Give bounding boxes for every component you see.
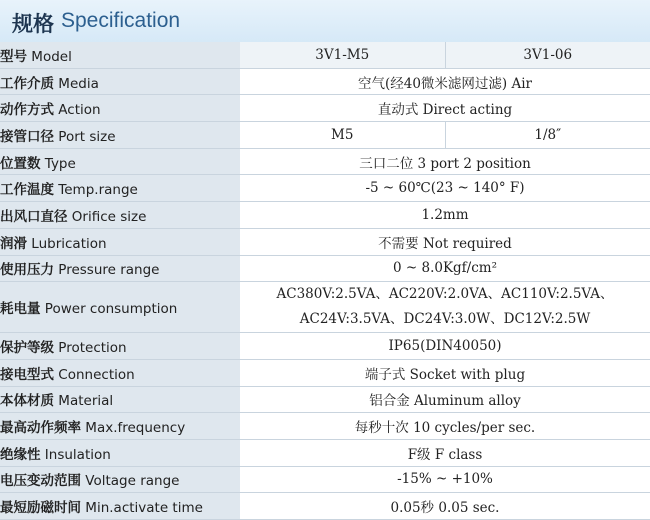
row-value: -15% ~ +10% bbox=[240, 466, 650, 493]
label-cn: 保护等级 bbox=[0, 340, 54, 357]
row-media bbox=[0, 68, 650, 95]
row-value: 端子式 Socket with plug bbox=[240, 359, 650, 386]
row-label bbox=[0, 413, 240, 440]
row-label bbox=[0, 493, 240, 520]
row-value: 三口二位 3 port 2 position bbox=[240, 148, 650, 175]
row-label bbox=[0, 202, 240, 229]
port-size-06: 1/8″ bbox=[445, 122, 650, 149]
specification-table bbox=[0, 42, 650, 520]
label-cn: 位置数 bbox=[0, 155, 41, 172]
label-cn: 使用压力 bbox=[0, 262, 54, 279]
row-label bbox=[0, 439, 240, 466]
label-en: Action bbox=[58, 102, 101, 119]
row-value: IP65(DIN40050) bbox=[240, 333, 650, 360]
label-en: Connection bbox=[58, 366, 135, 383]
row-insulation bbox=[0, 439, 650, 466]
label-en: Voltage range bbox=[85, 473, 180, 490]
row-value: 1.2mm bbox=[240, 202, 650, 229]
label-en: Min.activate time bbox=[85, 500, 203, 517]
label-cn: 工作温度 bbox=[0, 182, 54, 199]
label-en: Model bbox=[31, 48, 72, 65]
row-voltage-range bbox=[0, 466, 650, 493]
model-m5: 3V1-M5 bbox=[240, 42, 445, 68]
row-value: 每秒十次 10 cycles/per sec. bbox=[240, 413, 650, 440]
row-value: 0 ~ 8.0Kgf/cm² bbox=[240, 255, 650, 282]
power-line-1: AC380V:2.5VA、AC220V:2.0VA、AC110V:2.5VA、 bbox=[276, 286, 614, 303]
row-label bbox=[0, 255, 240, 282]
label-en: Material bbox=[58, 393, 114, 410]
row-value: 空气(经40微米滤网过滤) Air bbox=[240, 68, 650, 95]
row-min-activate-time bbox=[0, 493, 650, 520]
row-connection bbox=[0, 359, 650, 386]
row-label bbox=[0, 95, 240, 122]
row-label bbox=[0, 333, 240, 360]
row-temp-range bbox=[0, 175, 650, 202]
row-label bbox=[0, 148, 240, 175]
row-label bbox=[0, 359, 240, 386]
row-label bbox=[0, 68, 240, 95]
row-value: 0.05秒 0.05 sec. bbox=[240, 493, 650, 520]
spec-header bbox=[0, 0, 650, 43]
label-cn: 绝缘性 bbox=[0, 446, 41, 463]
row-lubrication bbox=[0, 228, 650, 255]
row-label bbox=[0, 228, 240, 255]
label-cn: 耗电量 bbox=[0, 301, 41, 318]
label-en: Temp.range bbox=[58, 182, 138, 199]
label-en: Media bbox=[58, 75, 99, 92]
row-power-consumption bbox=[0, 282, 650, 333]
label-en: Orifice size bbox=[71, 208, 147, 225]
label-cn: 润滑 bbox=[0, 235, 27, 252]
label-cn: 出风口直径 bbox=[0, 208, 68, 225]
row-value bbox=[240, 282, 650, 333]
row-value: 不需要 Not required bbox=[240, 228, 650, 255]
row-value: 直动式 Direct acting bbox=[240, 95, 650, 122]
label-en: Max.frequency bbox=[85, 420, 186, 437]
label-cn: 工作介质 bbox=[0, 75, 54, 92]
label-en: Protection bbox=[58, 340, 127, 357]
row-value: -5 ~ 60℃(23 ~ 140° F) bbox=[240, 175, 650, 202]
label-cn: 电压变动范围 bbox=[0, 473, 81, 490]
row-label bbox=[0, 282, 240, 333]
label-cn: 接电型式 bbox=[0, 366, 54, 383]
label-en: Power consumption bbox=[44, 301, 178, 318]
title-en: Specification bbox=[61, 9, 181, 32]
label-en: Port size bbox=[58, 128, 116, 145]
port-size-m5: M5 bbox=[240, 122, 445, 149]
row-port-size bbox=[0, 122, 650, 149]
label-cn: 型号 bbox=[0, 48, 27, 65]
row-label bbox=[0, 466, 240, 493]
label-cn: 动作方式 bbox=[0, 102, 54, 119]
row-label bbox=[0, 386, 240, 413]
label-cn: 最高动作频率 bbox=[0, 420, 81, 437]
row-label bbox=[0, 42, 240, 68]
row-orifice-size bbox=[0, 202, 650, 229]
row-material bbox=[0, 386, 650, 413]
label-en: Lubrication bbox=[31, 235, 107, 252]
power-line-2: AC24V:3.5VA、DC24V:3.0W、DC12V:2.5W bbox=[299, 311, 591, 328]
row-label bbox=[0, 122, 240, 149]
label-en: Pressure range bbox=[58, 262, 160, 279]
model-06: 3V1-06 bbox=[445, 42, 650, 68]
label-cn: 接管口径 bbox=[0, 128, 54, 145]
label-en: Type bbox=[44, 155, 76, 172]
row-label bbox=[0, 175, 240, 202]
row-model bbox=[0, 42, 650, 68]
row-pressure-range bbox=[0, 255, 650, 282]
label-en: Insulation bbox=[44, 446, 111, 463]
row-action bbox=[0, 95, 650, 122]
title-cn: 规格 bbox=[12, 12, 54, 36]
row-max-frequency bbox=[0, 413, 650, 440]
row-value: F级 F class bbox=[240, 439, 650, 466]
row-value: 铝合金 Aluminum alloy bbox=[240, 386, 650, 413]
label-cn: 最短励磁时间 bbox=[0, 500, 81, 517]
row-protection bbox=[0, 333, 650, 360]
row-type bbox=[0, 148, 650, 175]
label-cn: 本体材质 bbox=[0, 393, 54, 410]
